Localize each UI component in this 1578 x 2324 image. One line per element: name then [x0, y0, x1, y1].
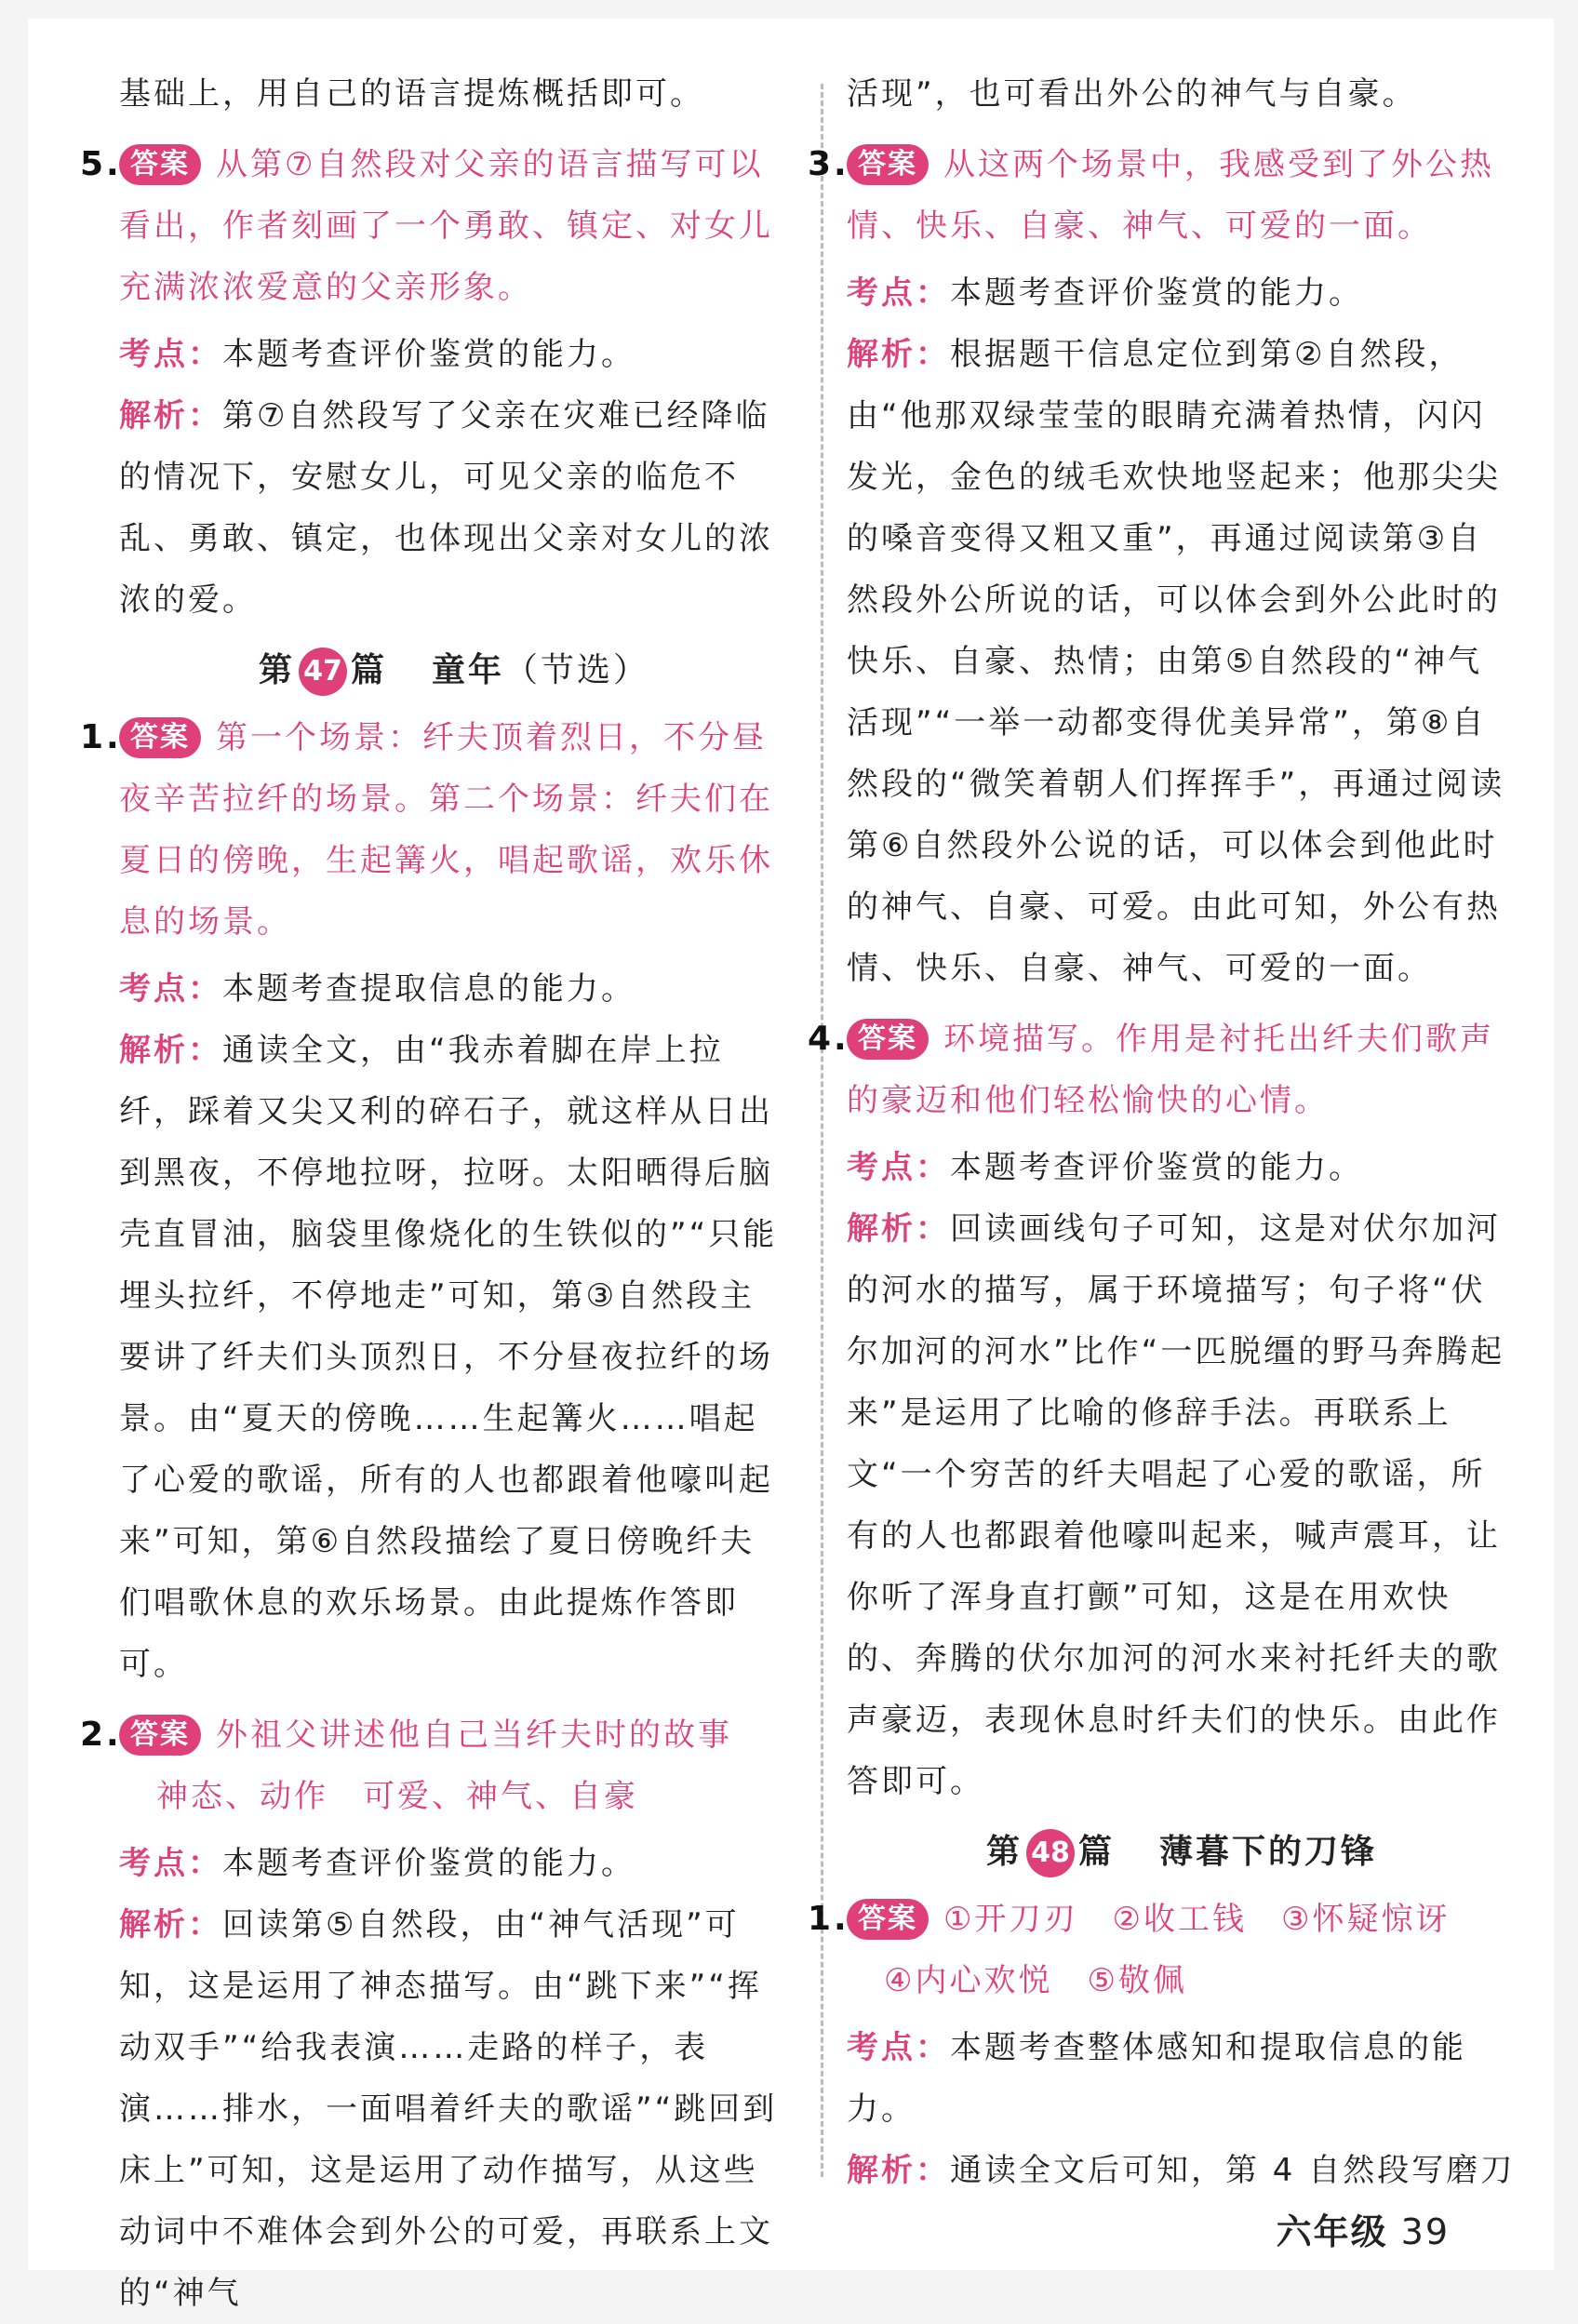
jiexi-label: 解析：	[847, 336, 950, 373]
kaodian-label: 考点：	[847, 2029, 950, 2066]
kaodian-line	[847, 262, 1517, 324]
answer-badge: 答案	[847, 1899, 929, 1940]
jiexi-label: 解析：	[119, 1906, 222, 1943]
heading-suffix: 篇	[350, 651, 387, 689]
question-5-answer	[80, 134, 789, 318]
kaodian-label: 考点：	[847, 1149, 950, 1186]
kaodian-text: 本题考查评价鉴赏的能力。	[222, 336, 635, 373]
answer-badge: 答案	[847, 144, 929, 185]
jiexi-line	[119, 385, 789, 631]
answer-text: 环境描写。作用是衬托出纤夫们歌声的豪迈和他们轻松愉快的心情。	[847, 1021, 1494, 1119]
jiexi-line	[119, 1020, 789, 1695]
jiexi-text: 第⑦自然段写了父亲在灾难已经降临的情况下，安慰女儿，可见父亲的临危不乱、勇敢、镇定，也体现出父亲对女儿的浓浓的爱。	[119, 397, 773, 619]
heading-prefix: 第	[985, 1833, 1023, 1871]
kaodian-line	[119, 324, 789, 385]
answer-badge: 答案	[119, 717, 201, 758]
jiexi-label: 解析：	[119, 397, 222, 434]
kaodian-label: 考点：	[119, 336, 222, 373]
kaodian-text: 本题考查整体感知和提取信息的能力。	[847, 2029, 1466, 2128]
page-sheet	[28, 19, 1554, 2312]
heading-title: 薄暮下的刀锋	[1159, 1833, 1378, 1871]
left-column	[80, 63, 789, 2324]
question-1-answer	[80, 707, 789, 953]
section-heading-47	[119, 640, 789, 701]
column-divider	[821, 84, 823, 2177]
jiexi-text: 通读全文，由“我赤着脚在岸上拉纤，踩着又尖又利的碎石子，就这样从日出到黑夜，不停地拉呀，拉呀。太阳晒得后脑壳直冒油，脑袋里像烧化的生铁似的”“只能埋头拉纤，不停地走”可知，第③自然段主要讲了纤夫们头顶烈日，不分昼夜拉纤的场景。由“夏天的傍晚……生起篝火……唱起了心爱的歌谣，所有的人也都跟着他嚎叫起来”可知，第⑥自然段描绘了夏日傍晚纤夫们唱歌休息的欢乐场景。由此提炼作答即可。	[119, 1032, 778, 1683]
jiexi-label: 解析：	[847, 2152, 950, 2189]
heading-title: 童年	[432, 651, 505, 689]
heading-suffix: 篇	[1077, 1833, 1115, 1871]
right-column	[808, 63, 1517, 2201]
question-2-answer	[80, 1704, 789, 1766]
kaodian-label: 考点：	[119, 1845, 222, 1882]
kaodian-text: 本题考查提取信息的能力。	[222, 970, 635, 1008]
answer-badge: 答案	[847, 1019, 929, 1060]
jiexi-text: 回读画线句子可知，这是对伏尔加河的河水的描写，属于环境描写；句子将“伏尔加河的河水”比作“一匹脱缰的野马奔腾起来”是运用了比喻的修辞手法。再联系上文“一个穷苦的纤夫唱起了心爱的歌谣，所有的人也都跟着他嚎叫起来，喊声震耳，让你听了浑身直打颤”可知，这是在用欢快的、奔腾的伏尔加河的河水来衬托纤夫的歌声豪迈，表现休息时纤夫们的快乐。由此作答即可。	[847, 1210, 1505, 1800]
section-heading-48	[847, 1822, 1517, 1883]
jiexi-line	[847, 324, 1517, 999]
jiexi-label: 解析：	[119, 1032, 222, 1069]
answer-text-line1: 外祖父讲述他自己当纤夫时的故事	[216, 1716, 732, 1754]
answer-badge: 答案	[119, 144, 201, 185]
question-1b-answer	[808, 1889, 1517, 1950]
kaodian-line	[119, 958, 789, 1020]
jiexi-label: 解析：	[847, 1210, 950, 1248]
kaodian-line	[119, 1833, 789, 1894]
kaodian-text: 本题考查评价鉴赏的能力。	[950, 274, 1363, 312]
heading-number: 48	[1026, 1829, 1075, 1877]
kaodian-text: 本题考查评价鉴赏的能力。	[950, 1149, 1363, 1186]
answer-text: 从第⑦自然段对父亲的语言描写可以看出，作者刻画了一个勇敢、镇定、对女儿充满浓浓爱意的父亲形象。	[119, 146, 773, 306]
answer-text: 第一个场景：纤夫顶着烈日，不分昼夜辛苦拉纤的场景。第二个场景：纤夫们在夏日的傍晚，生起篝火，唱起歌谣，欢乐休息的场景。	[119, 719, 773, 941]
question-4-answer	[808, 1008, 1517, 1131]
jiexi-text: 根据题干信息定位到第②自然段，由“他那双绿莹莹的眼睛充满着热情，闪闪发光，金色的绒毛欢快地竖起来；他那尖尖的嗓音变得又粗又重”，再通过阅读第③自然段外公所说的话，可以体会到外公此时的快乐、自豪、热情；由第⑤自然段的“神气活现”“一举一动都变得优美异常”，第⑧自然段的“微笑着朝人们挥挥手”，再通过阅读第⑥自然段外公说的话，可以体会到他此时的神气、自豪、可爱。由此可知，外公有热情、快乐、自豪、神气、可爱的一面。	[847, 336, 1505, 987]
answer-text-line1: ①开刀刃 ②收工钱 ③怀疑惊讶	[943, 1901, 1451, 1938]
jiexi-line	[119, 1894, 789, 2324]
jiexi-line	[847, 2140, 1517, 2201]
question-number: 1.	[808, 1900, 849, 1938]
question-number: 5.	[80, 145, 122, 183]
jiexi-text: 通读全文后可知，第 4 自然段写磨刀	[950, 2152, 1516, 2189]
answer-badge: 答案	[119, 1715, 201, 1756]
question-number: 4.	[808, 1020, 849, 1058]
question-3-answer	[808, 134, 1517, 257]
question-number: 3.	[808, 145, 849, 183]
continued-line: 活现”，也可看出外公的神气与自豪。	[847, 75, 1417, 113]
kaodian-label: 考点：	[119, 970, 222, 1008]
question-number: 2.	[80, 1716, 122, 1754]
heading-note: （节选）	[504, 651, 650, 689]
kaodian-label: 考点：	[847, 274, 950, 312]
intro-line: 基础上，用自己的语言提炼概括即可。	[119, 75, 704, 113]
answer-text-line2: 神态、动作 可爱、神气、自豪	[156, 1778, 638, 1815]
question-number: 1.	[80, 718, 122, 756]
page-number: 39	[1400, 2211, 1450, 2252]
kaodian-text: 本题考查评价鉴赏的能力。	[222, 1845, 635, 1882]
heading-number: 47	[299, 648, 347, 696]
page-footer	[1277, 2203, 1450, 2254]
answer-text-line2: ④内心欢悦 ⑤敬佩	[884, 1962, 1187, 1999]
jiexi-text: 回读第⑤自然段，由“神气活现”可知，这是运用了神态描写。由“跳下来”“挥动双手”“给我表演……走路的样子，表演……排水，一面唱着纤夫的歌谣”“跳回到床上”可知，这是运用了动作描写，从这些动词中不难体会到外公的可爱，再联系上文的“神气	[119, 1906, 778, 2312]
kaodian-line	[847, 1137, 1517, 1198]
jiexi-line	[847, 1198, 1517, 1812]
heading-prefix: 第	[258, 651, 295, 689]
kaodian-line	[847, 2017, 1517, 2140]
grade-label: 六年级	[1276, 2211, 1388, 2252]
answer-text: 从这两个场景中，我感受到了外公热情、快乐、自豪、神气、可爱的一面。	[847, 146, 1494, 245]
